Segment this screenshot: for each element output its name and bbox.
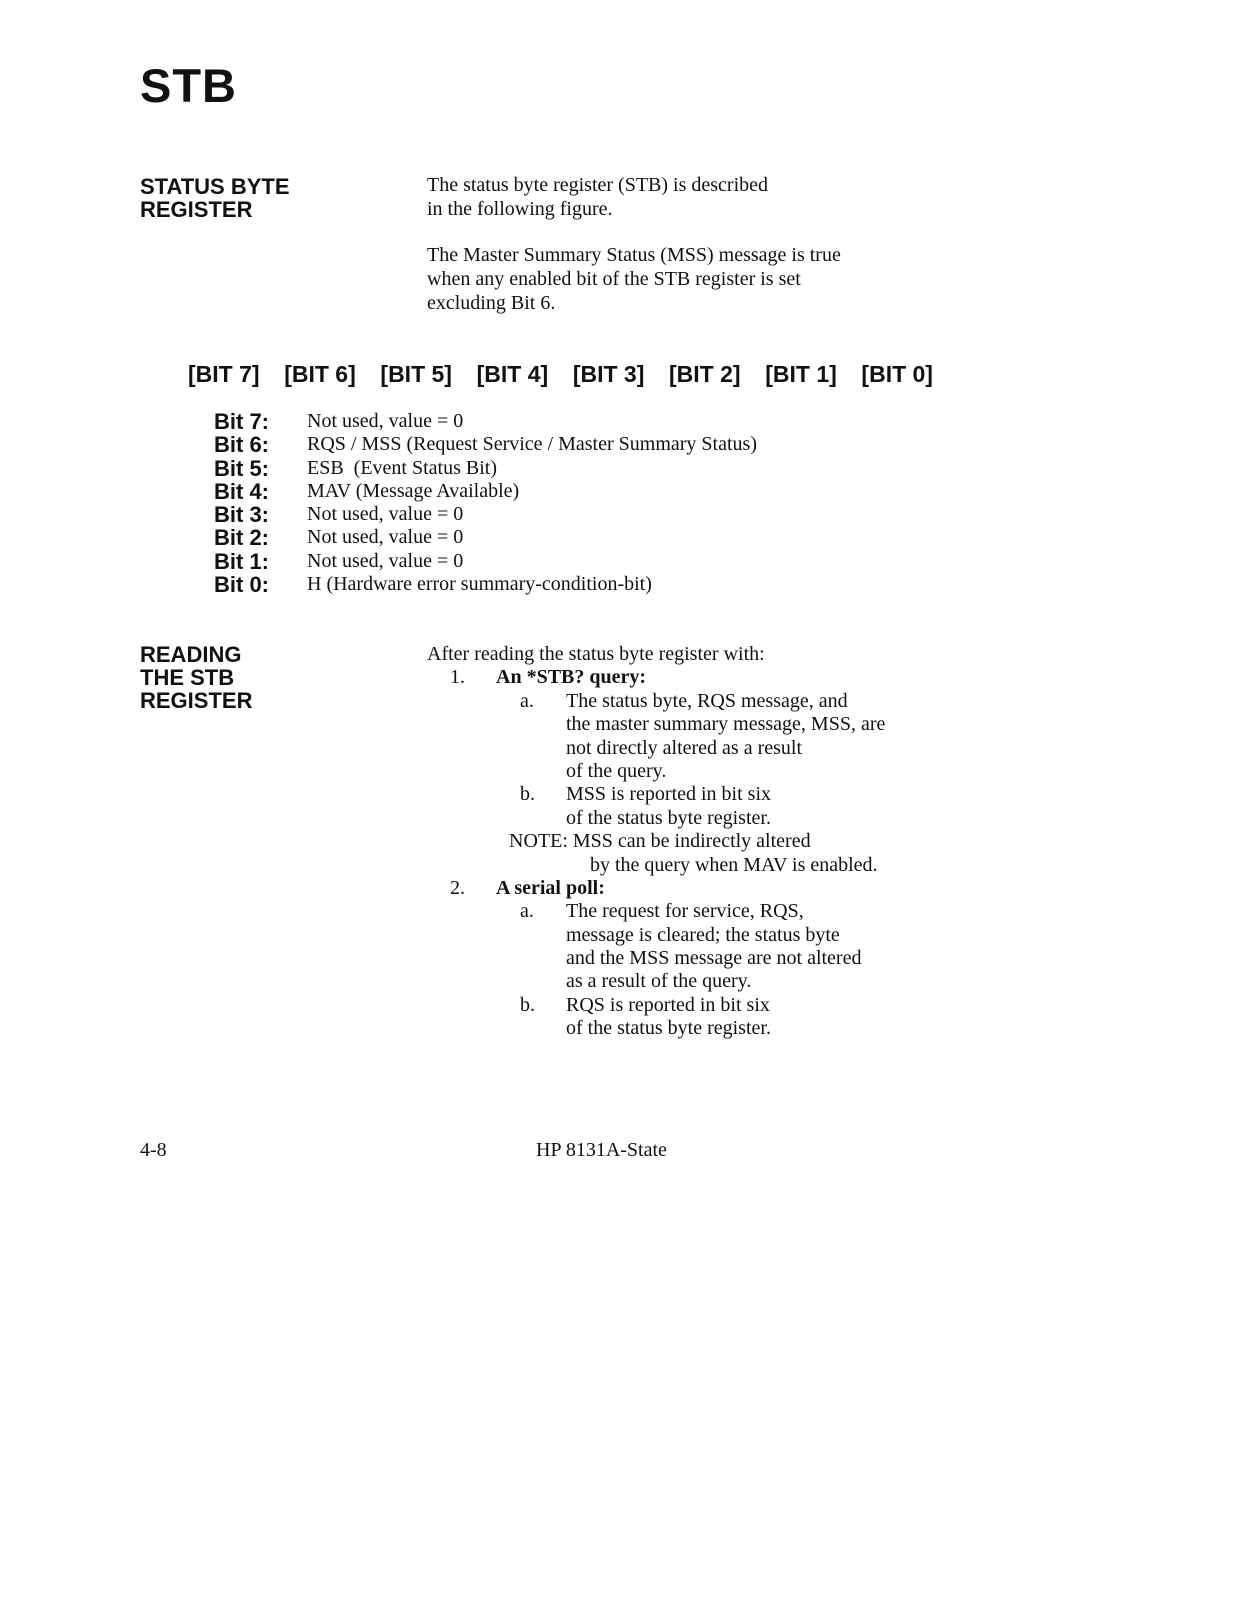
status-byte-intro-paragraph — [427, 173, 768, 221]
bit-header-label: [BIT 5] — [380, 361, 452, 387]
paragraph-line: excluding Bit 6. — [427, 292, 556, 314]
bit-header-label: [BIT 0] — [861, 361, 933, 387]
bit-description: Not used, value = 0 — [307, 549, 464, 572]
mss-paragraph — [427, 243, 841, 315]
bit-description: Not used, value = 0 — [307, 503, 464, 526]
list-letter: b. — [520, 993, 535, 1016]
list-text-line: of the status byte register. — [566, 806, 771, 829]
note-line: NOTE: MSS can be indirectly altered — [509, 830, 811, 853]
bit-header-label: [BIT 6] — [284, 361, 356, 387]
bit-definition-list — [0, 410, 1237, 596]
reading-stb-content — [0, 643, 1237, 1041]
bit-description: Not used, value = 0 — [307, 410, 464, 432]
bit-name: Bit 1: — [214, 548, 269, 574]
list-text-line: of the status byte register. — [566, 1017, 771, 1040]
bit-definition-row — [0, 433, 1237, 456]
list-text-line: not directly altered as a result — [566, 736, 803, 759]
heading-line: THE STB — [140, 665, 235, 690]
heading-line: STATUS BYTE — [140, 174, 290, 199]
list-text-line: and the MSS message are not altered — [566, 947, 862, 970]
list-item-label: An *STB? query: — [496, 666, 647, 689]
document-name: HP 8131A-State — [536, 1139, 667, 1161]
list-text-line: message is cleared; the status byte — [566, 923, 840, 946]
bit-header-label: [BIT 4] — [476, 361, 549, 387]
paragraph-line: in the following figure. — [427, 198, 613, 220]
list-text-line: The request for service, RQS, — [566, 900, 804, 923]
status-byte-register-heading — [140, 175, 290, 221]
bit-definition-row — [0, 526, 1237, 549]
heading-line: REGISTER — [140, 197, 253, 222]
bit-name: Bit 5: — [214, 455, 269, 481]
paragraph-line: when any enabled bit of the STB register is set — [427, 268, 801, 290]
paragraph-line: The Master Summary Status (MSS) message is true — [427, 244, 841, 266]
list-number: 1. — [450, 666, 465, 689]
bit-name: Bit 3: — [214, 502, 269, 528]
list-letter: a. — [520, 900, 534, 923]
bit-description: RQS / MSS (Request Service / Master Summary Status) — [307, 433, 757, 456]
bit-header-label: [BIT 7] — [188, 361, 260, 387]
bit-name: Bit 7: — [214, 409, 269, 434]
list-text-line: as a result of the query. — [566, 970, 752, 993]
heading-line: READING — [140, 642, 242, 667]
bit-description: Not used, value = 0 — [307, 526, 464, 549]
list-text-line: of the query. — [566, 759, 667, 782]
bit-header-label: [BIT 2] — [669, 361, 741, 387]
bit-definition-row — [0, 480, 1237, 503]
bit-name: Bit 6: — [214, 432, 269, 458]
bit-name: Bit 4: — [214, 478, 269, 504]
bit-description: ESB (Event Status Bit) — [307, 456, 497, 479]
bit-definition-row — [0, 457, 1237, 480]
bit-definition-row — [0, 573, 1237, 596]
bit-definition-row — [0, 503, 1237, 526]
bit-name: Bit 2: — [214, 525, 269, 551]
note-line: by the query when MAV is enabled. — [590, 853, 878, 876]
bit-definition-row — [0, 410, 1237, 433]
page-number: 4-8 — [140, 1139, 167, 1161]
bit-name: Bit 0: — [214, 572, 269, 598]
list-number: 2. — [450, 876, 465, 899]
reading-intro: After reading the status byte register with: — [427, 643, 765, 665]
list-text-line: the master summary message, MSS, are — [566, 713, 886, 736]
bit-header-label: [BIT 1] — [765, 361, 837, 387]
list-text-line: The status byte, RQS message, and — [566, 689, 848, 712]
bit-definition-row — [0, 550, 1237, 573]
list-text-line: RQS is reported in bit six — [566, 993, 770, 1016]
list-letter: b. — [520, 783, 535, 806]
paragraph-line: The status byte register (STB) is described — [427, 174, 769, 196]
list-text-line: MSS is reported in bit six — [566, 783, 772, 806]
list-item-label: A serial poll: — [496, 876, 605, 899]
list-letter: a. — [520, 689, 534, 712]
page-title: STB — [140, 59, 237, 112]
bit-description: H (Hardware error summary-condition-bit) — [307, 573, 652, 596]
heading-line: REGISTER — [140, 688, 253, 713]
bit-description: MAV (Message Available) — [307, 479, 520, 502]
bit-header-label: [BIT 3] — [572, 361, 645, 387]
bit-header-row — [188, 360, 933, 388]
